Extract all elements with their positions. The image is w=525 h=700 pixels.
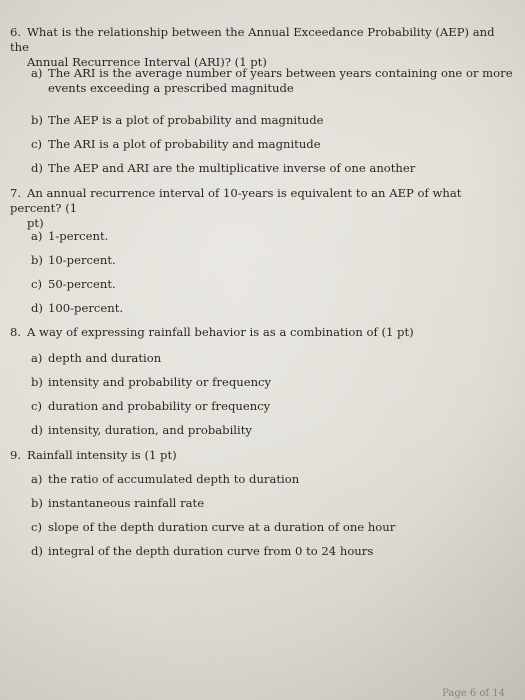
option-label: d) xyxy=(31,423,43,437)
question-text: A way of expressing rainfall behavior is as a combination of (1 pt) xyxy=(27,325,414,339)
option-text: the ratio of accumulated depth to duration xyxy=(48,472,300,486)
option-label: b) xyxy=(31,375,43,389)
question-number: 6. xyxy=(10,25,22,39)
option-label: c) xyxy=(31,520,43,534)
option-text: 10-percent. xyxy=(48,253,116,267)
question-7 xyxy=(10,186,515,231)
option-text: 100-percent. xyxy=(48,301,124,315)
option-label: d) xyxy=(31,301,43,315)
question-text: What is the relationship between the Annual Exceedance Probability (AEP) and the xyxy=(10,25,495,54)
option-label: c) xyxy=(31,399,43,413)
option-6a xyxy=(31,66,517,96)
option-8a xyxy=(31,351,517,366)
question-8 xyxy=(10,325,515,340)
question-text-cont: Annual Recurrence Interval (ARI)? (1 pt) xyxy=(27,55,267,69)
option-6b xyxy=(31,113,517,128)
option-text: intensity and probability or frequency xyxy=(48,375,272,389)
option-8c xyxy=(31,399,517,414)
question-number: 8. xyxy=(10,325,22,339)
option-7b xyxy=(31,253,517,268)
option-7a xyxy=(31,229,517,244)
option-9a xyxy=(31,472,517,487)
option-label: b) xyxy=(31,113,43,127)
question-text-cont: pt) xyxy=(27,216,44,230)
option-7c xyxy=(31,277,517,292)
option-text: The AEP and ARI are the multiplicative inverse of one another xyxy=(48,161,416,175)
option-text: slope of the depth duration curve at a duration of one hour xyxy=(48,520,396,534)
option-text: duration and probability or frequency xyxy=(48,399,271,413)
question-6 xyxy=(10,25,515,70)
option-text: instantaneous rainfall rate xyxy=(48,496,205,510)
option-label: d) xyxy=(31,161,43,175)
option-label: a) xyxy=(31,351,43,365)
option-8b xyxy=(31,375,517,390)
question-number: 9. xyxy=(10,448,22,462)
option-text: 1-percent. xyxy=(48,229,109,243)
option-7d xyxy=(31,301,517,316)
question-9 xyxy=(10,448,515,463)
option-text: The ARI is a plot of probability and magnitude xyxy=(48,137,321,151)
option-label: d) xyxy=(31,544,43,558)
question-text: An annual recurrence interval of 10-years is equivalent to an AEP of what percent? (1 xyxy=(10,186,462,215)
option-9c xyxy=(31,520,517,535)
option-text: The AEP is a plot of probability and magnitude xyxy=(48,113,324,127)
question-number: 7. xyxy=(10,186,22,200)
option-label: a) xyxy=(31,472,43,486)
option-text: integral of the depth duration curve from 0 to 24 hours xyxy=(48,544,374,558)
option-9b xyxy=(31,496,517,511)
option-8d xyxy=(31,423,517,438)
option-text-cont: events exceeding a prescribed magnitude xyxy=(48,81,294,95)
option-label: b) xyxy=(31,253,43,267)
option-label: b) xyxy=(31,496,43,510)
option-text: intensity, duration, and probability xyxy=(48,423,252,437)
option-6c xyxy=(31,137,517,152)
option-label: c) xyxy=(31,137,43,151)
question-text: Rainfall intensity is (1 pt) xyxy=(27,448,177,462)
option-text: The ARI is the average number of years between years containing one or more xyxy=(48,66,513,80)
option-6d xyxy=(31,161,517,176)
option-9d xyxy=(31,544,517,559)
option-label: a) xyxy=(31,66,43,80)
option-text: 50-percent. xyxy=(48,277,116,291)
option-label: a) xyxy=(31,229,43,243)
option-text: depth and duration xyxy=(48,351,162,365)
option-label: c) xyxy=(31,277,43,291)
page-footer: Page 6 of 14 xyxy=(442,688,505,699)
